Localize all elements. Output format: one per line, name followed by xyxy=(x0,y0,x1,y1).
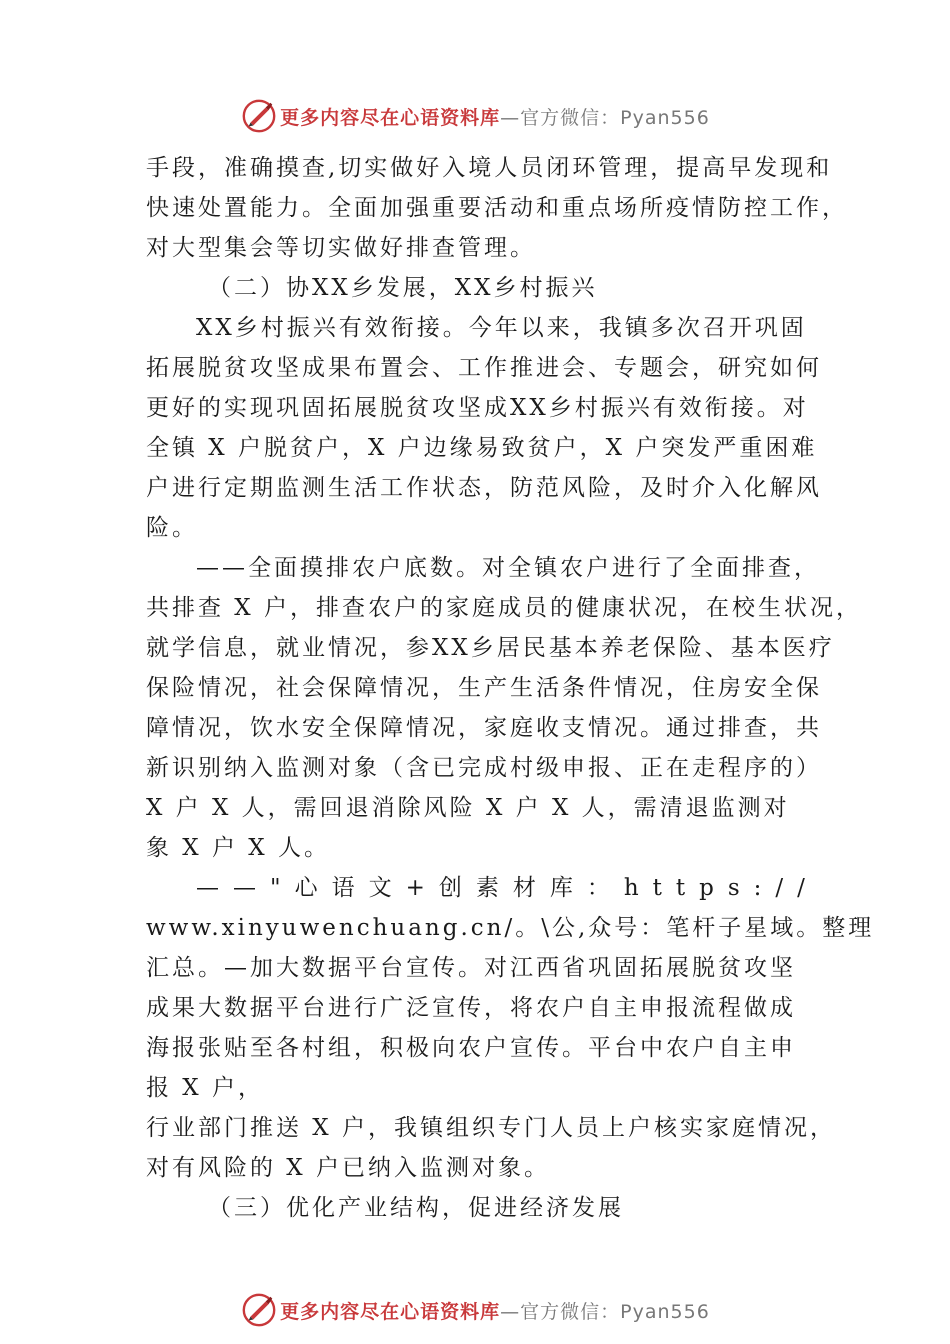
text-line: www.xinyuwenchuang.cn/。\公,众号：笔杆子星域。整理 xyxy=(146,915,875,941)
logo-icon xyxy=(240,1291,278,1329)
text-line: 险。 xyxy=(146,515,198,541)
banner-title: 更多内容尽在心语资料库 xyxy=(280,1300,501,1323)
text-line: 行业部门推送 X 户，我镇组织专门人员上户核实家庭情况， xyxy=(146,1115,836,1141)
footer-banner xyxy=(0,1290,950,1330)
banner-title: 更多内容尽在心语资料库 xyxy=(280,106,501,129)
text-line: 全镇 X 户脱贫户，X 户边缘易致贫户，X 户突发严重困难 xyxy=(146,435,818,461)
section-heading: （二）协XX乡发展，XX乡村振兴 xyxy=(208,275,598,301)
text-line: 对有风险的 X 户已纳入监测对象。 xyxy=(146,1155,550,1181)
text-line: 象 X 户 X 人。 xyxy=(146,835,330,861)
text-line: 报 X 户， xyxy=(146,1075,264,1101)
logo-icon xyxy=(240,97,278,135)
text-line: 快速处置能力。全面加强重要活动和重点场所疫情防控工作， xyxy=(146,195,848,221)
text-line: ——"心语文+创素材库：https:// xyxy=(196,875,819,901)
text-line: X 户 X 人，需回退消除风险 X 户 X 人，需清退监测对 xyxy=(146,795,790,821)
banner-contact: —官方微信：Pyan556 xyxy=(500,106,710,129)
text-line: 对大型集会等切实做好排查管理。 xyxy=(146,235,536,261)
text-line: XX乡村振兴有效衔接。今年以来，我镇多次召开巩固 xyxy=(196,315,807,341)
header-banner xyxy=(0,96,950,136)
text-line: 共排查 X 户，排查农户的家庭成员的健康状况，在校生状况， xyxy=(146,595,862,621)
text-line: 新识别纳入监测对象（含已完成村级申报、正在走程序的） xyxy=(146,755,822,781)
document-body xyxy=(146,148,875,1228)
text-line: 就学信息，就业情况，参XX乡居民基本养老保险、基本医疗 xyxy=(146,635,835,661)
text-line: 汇总。—加大数据平台宣传。对江西省巩固拓展脱贫攻坚 xyxy=(146,955,796,981)
text-line: 手段，准确摸查,切实做好入境人员闭环管理，提高早发现和 xyxy=(146,155,833,181)
text-line: 障情况，饮水安全保障情况，家庭收支情况。通过排查，共 xyxy=(146,715,822,741)
text-line: 成果大数据平台进行广泛宣传，将农户自主申报流程做成 xyxy=(146,995,796,1021)
banner-contact: —官方微信：Pyan556 xyxy=(500,1300,710,1323)
text-line: 拓展脱贫攻坚成果布置会、工作推进会、专题会，研究如何 xyxy=(146,355,822,381)
text-line: ——全面摸排农户底数。对全镇农户进行了全面排查， xyxy=(196,555,820,581)
text-line: 海报张贴至各村组，积极向农户宣传。平台中农户自主申 xyxy=(146,1035,796,1061)
text-line: 保险情况，社会保障情况，生产生活条件情况，住房安全保 xyxy=(146,675,822,701)
section-heading: （三）优化产业结构，促进经济发展 xyxy=(208,1195,624,1221)
text-line: 户进行定期监测生活工作状态，防范风险，及时介入化解风 xyxy=(146,475,822,501)
text-line: 更好的实现巩固拓展脱贫攻坚成XX乡村振兴有效衔接。对 xyxy=(146,395,809,421)
